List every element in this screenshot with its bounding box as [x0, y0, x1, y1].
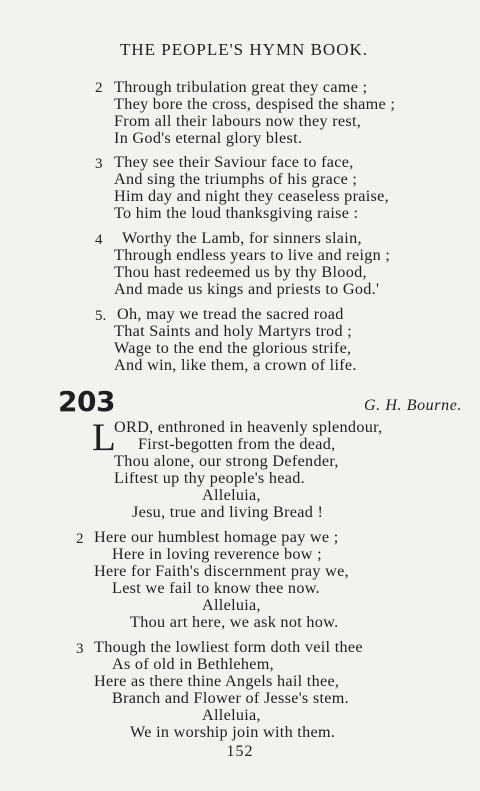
running-head: THE PEOPLE'S HYMN BOOK.: [119, 40, 369, 59]
stanza-number: 2: [76, 531, 84, 547]
verse-line: Here as there thine Angels hail thee,: [94, 672, 340, 690]
page-number: 152: [226, 743, 254, 760]
verse-line: Lest we fail to know thee now.: [112, 579, 320, 597]
verse-line: Here in loving reverence bow ;: [112, 545, 322, 563]
verse-line: Through tribulation great they came ;: [114, 78, 368, 96]
verse-line: Through endless years to live and reign ;: [114, 246, 391, 264]
verse-line: As of old in Bethlehem,: [112, 655, 275, 673]
stanza-number: 5.: [95, 308, 107, 324]
verse-line: Here our humblest homage pay we ;: [94, 528, 339, 546]
stanza-number: 3: [95, 156, 103, 172]
verse-line: Worthy the Lamb, for sinners slain,: [122, 229, 362, 247]
verse-line: Alleluia,: [202, 706, 261, 724]
verse-line: Thou hast redeemed us by thy Blood,: [114, 263, 367, 281]
stanza-number: 2: [95, 80, 103, 96]
hymn-author: G. H. Bourne.: [363, 397, 462, 414]
verse-line: Oh, may we tread the sacred road: [117, 305, 344, 323]
verse-line: Here for Faith's discernment pray we,: [94, 562, 349, 580]
verse-line: ORD, enthroned in heavenly splendour,: [114, 418, 383, 436]
verse-line: And win, like them, a crown of life.: [114, 356, 357, 374]
verse-line: Jesu, true and living Bread !: [132, 503, 324, 521]
verse-line: Alleluia,: [202, 486, 261, 504]
verse-line: That Saints and holy Martyrs trod ;: [114, 322, 352, 340]
verse-line: In God's eternal glory blest.: [114, 129, 303, 147]
verse-line: Liftest up thy people's head.: [114, 469, 305, 487]
stanza-number: 4: [95, 232, 103, 248]
verse-line: They bore the cross, despised the shame ;: [114, 95, 396, 113]
verse-line: Him day and night they ceaseless praise,: [114, 187, 389, 205]
verse-line: Branch and Flower of Jesse's stem.: [112, 689, 349, 707]
verse-line: Thou alone, our strong Defender,: [114, 452, 339, 470]
verse-line: Wage to the end the glorious strife,: [114, 339, 352, 357]
verse-line: Thou art here, we ask not how.: [130, 613, 339, 631]
verse-line: They see their Saviour face to face,: [114, 153, 354, 171]
verse-line: Alleluia,: [202, 596, 261, 614]
verse-line: Though the lowliest form doth veil thee: [94, 638, 363, 656]
hymn-number: 203: [58, 385, 115, 418]
verse-line: We in worship join with them.: [130, 723, 336, 741]
verse-line: To him the loud thanksgiving raise :: [114, 204, 359, 222]
verse-line: And sing the triumphs of his grace ;: [114, 170, 358, 188]
drop-cap: L: [92, 416, 116, 459]
verse-line: From all their labours now they rest,: [114, 112, 362, 130]
verse-line: First-begotten from the dead,: [138, 435, 336, 453]
verse-line: And made us kings and priests to God.': [114, 280, 380, 298]
stanza-number: 3: [76, 641, 84, 657]
